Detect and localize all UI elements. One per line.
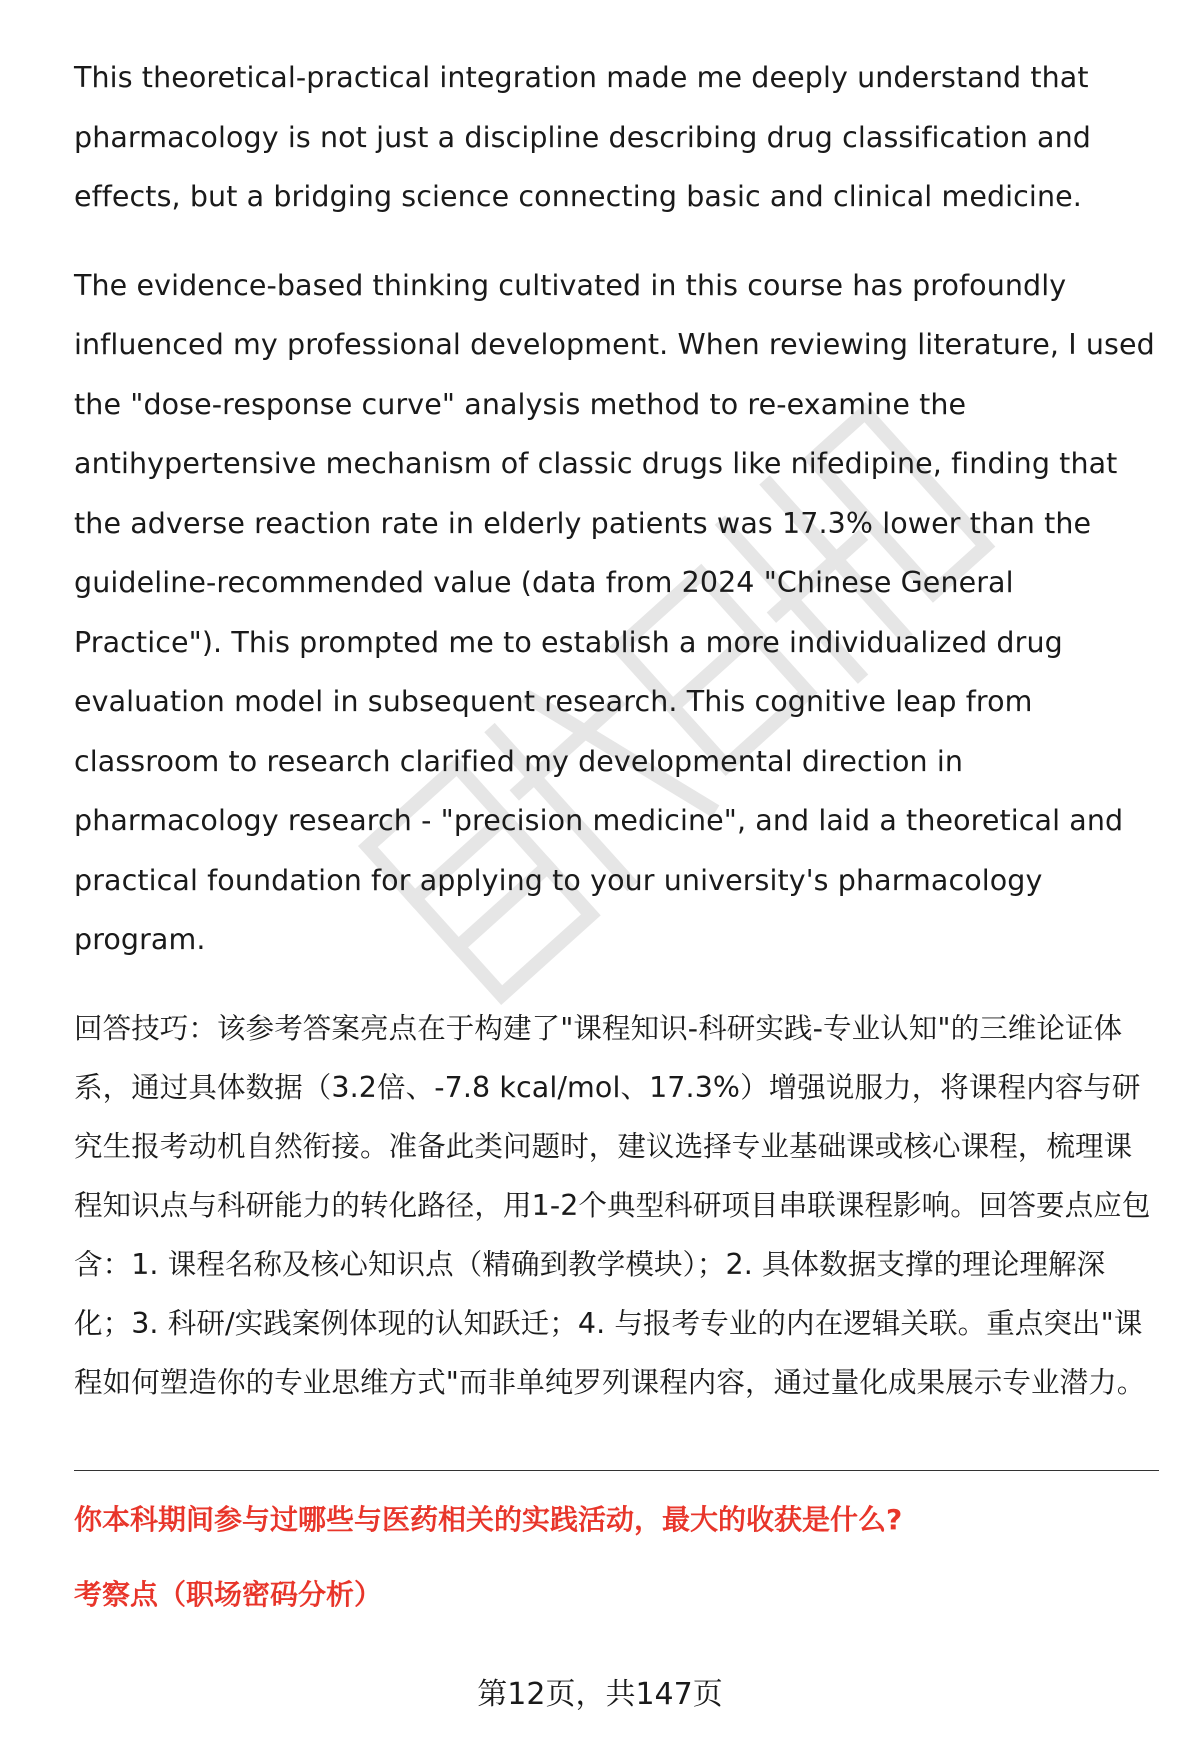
answer-tips: 回答技巧：该参考答案亮点在于构建了"课程知识-科研实践-专业认知"的三维论证体系，通过具体数据（3.2倍、-7.8 kcal/mol、17.3%）增强说服力，将课程内容与研究生报考动机自然衔接。准备此类问题时，建议选择专业基础课或核心课程，梳理课程知识点与科研能力的转化路径，用1-2个典型科研项目串联课程影响。回答要点应包含：1. 课程名称及核心知识点（精确到教学模块）；2. 具体数据支撑的理论理解深化；3. 科研/实践案例体现的认知跃迁；4. 与报考专业的内在逻辑关联。重点突出"课程如何塑造你的专业思维方式"而非单纯罗列课程内容，通过量化成果展示专业潜力。 xyxy=(74,1011,1151,1399)
exam-point-heading: 考察点（职场密码分析） xyxy=(74,1578,383,1611)
paragraph-integration: This theoretical-practical integration made me deeply understand that pharmacology is not just a discipline describing drug classification and effects, but a bridging science connecting basic and clinical medicine. xyxy=(74,61,1091,213)
section-divider xyxy=(74,1470,1159,1471)
document-body xyxy=(74,48,1159,1441)
page-number-footer: 第12页，共147页 xyxy=(477,1677,723,1712)
question-heading: 你本科期间参与过哪些与医药相关的实践活动，最大的收获是什么? xyxy=(74,1503,903,1536)
paragraph-evidence-based: The evidence-based thinking cultivated in this course has profoundly influenced my professional development. When reviewing literature, I used the "dose-response curve" analysis method to re-examine the antihypertensive mechanism of classic drugs like nifedipine, finding that the adverse reaction rate in elderly patients was 17.3% lower than the guideline-recommended value (data from 2024 "Chinese General Practice"). This prompted me to establish a more individualized drug evaluation model in subsequent research. This cognitive leap from classroom to research clarified my developmental direction in pharmacology research - "precision medicine", and laid a theoretical and practical foundation for applying to your university's pharmacology program. xyxy=(74,268,1155,956)
